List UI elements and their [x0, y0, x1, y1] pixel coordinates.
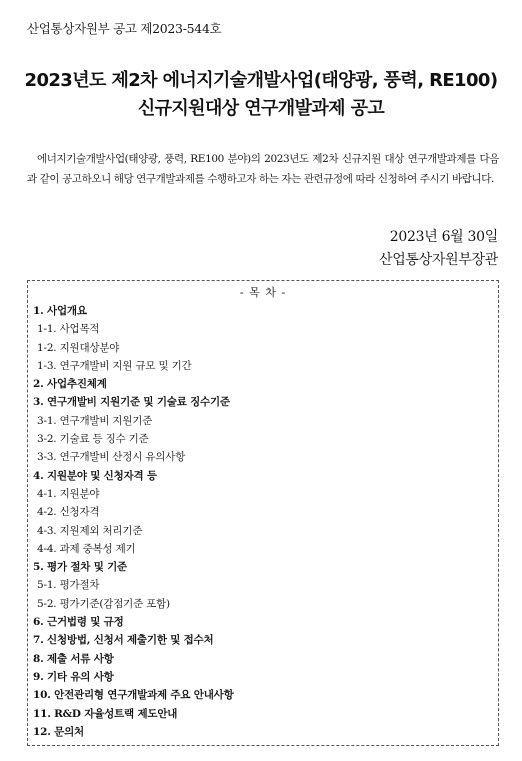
toc-subsection-item: 3-3. 연구개발비 산정시 유의사항	[37, 451, 186, 464]
toc-section-item: 5. 평가 절차 및 기준	[33, 561, 127, 574]
document-title-line2: 신규지원대상 연구개발과제 공고	[137, 98, 385, 119]
toc-subsection-item: 1-2. 지원대상분야	[37, 341, 120, 354]
toc-subsection-item: 4-3. 지원제외 처리기준	[37, 524, 143, 537]
toc-subsection-item: 4-4. 과제 중복성 제기	[37, 542, 136, 555]
notice-number: 산업통상자원부 공고 제2023-544호	[27, 21, 222, 36]
document-title-line1: 2023년도 제2차 에너지기술개발사업(태양광, 풍력, RE100)	[24, 70, 498, 91]
issuer-title: 산업통상자원부장관	[378, 252, 498, 268]
toc-subsection-item: 4-1. 지원분야	[37, 487, 100, 500]
table-of-contents	[27, 280, 499, 746]
announcement-date: 2023년 6월 30일	[389, 229, 498, 245]
toc-section-item: 10. 안전관리형 연구개발과제 주요 안내사항	[33, 689, 234, 702]
toc-subsection-item: 3-1. 연구개발비 지원기준	[37, 414, 153, 427]
toc-list	[33, 302, 493, 741]
toc-section-item: 1. 사업개요	[33, 305, 87, 317]
toc-section-item: 12. 문의처	[33, 725, 84, 738]
toc-section-item: 2. 사업추진체계	[33, 378, 107, 391]
toc-subsection-item: 3-2. 기술료 등 징수 기준	[37, 433, 149, 446]
toc-section-item: 3. 연구개발비 지원기준 및 기술료 징수기준	[33, 396, 230, 409]
toc-subsection-item: 5-1. 평가절차	[37, 579, 100, 592]
toc-section-item: 11. R&D 자율성트랙 제도안내	[33, 707, 178, 720]
toc-section-item: 9. 기타 유의 사항	[33, 670, 114, 683]
toc-section-item: 8. 제출 서류 사항	[33, 652, 114, 665]
intro-paragraph: 에너지기술개발사업(태양광, 풍력, RE100 분야)의 2023년도 제2차 신규지원 대상 연구개발과제를 다음과 같이 공고하오니 해당 연구개발과제를 수행하고자 하는 자는 관련규정에 따라 신청하여 주시기 바랍니다.	[27, 153, 499, 185]
toc-section-item: 6. 근거법령 및 규정	[33, 616, 124, 629]
toc-subsection-item: 5-2. 평가기준(감점기준 포함)	[37, 597, 170, 610]
toc-title: - 목 차 -	[239, 286, 287, 299]
toc-subsection-item: 1-1. 사업목적	[37, 323, 100, 336]
toc-subsection-item: 4-2. 신청자격	[37, 506, 100, 519]
toc-section-item: 4. 지원분야 및 신청자격 등	[33, 469, 157, 482]
toc-section-item: 7. 신청방법, 신청서 제출기한 및 접수처	[33, 634, 214, 647]
toc-subsection-item: 1-3. 연구개발비 지원 규모 및 기간	[37, 359, 192, 372]
